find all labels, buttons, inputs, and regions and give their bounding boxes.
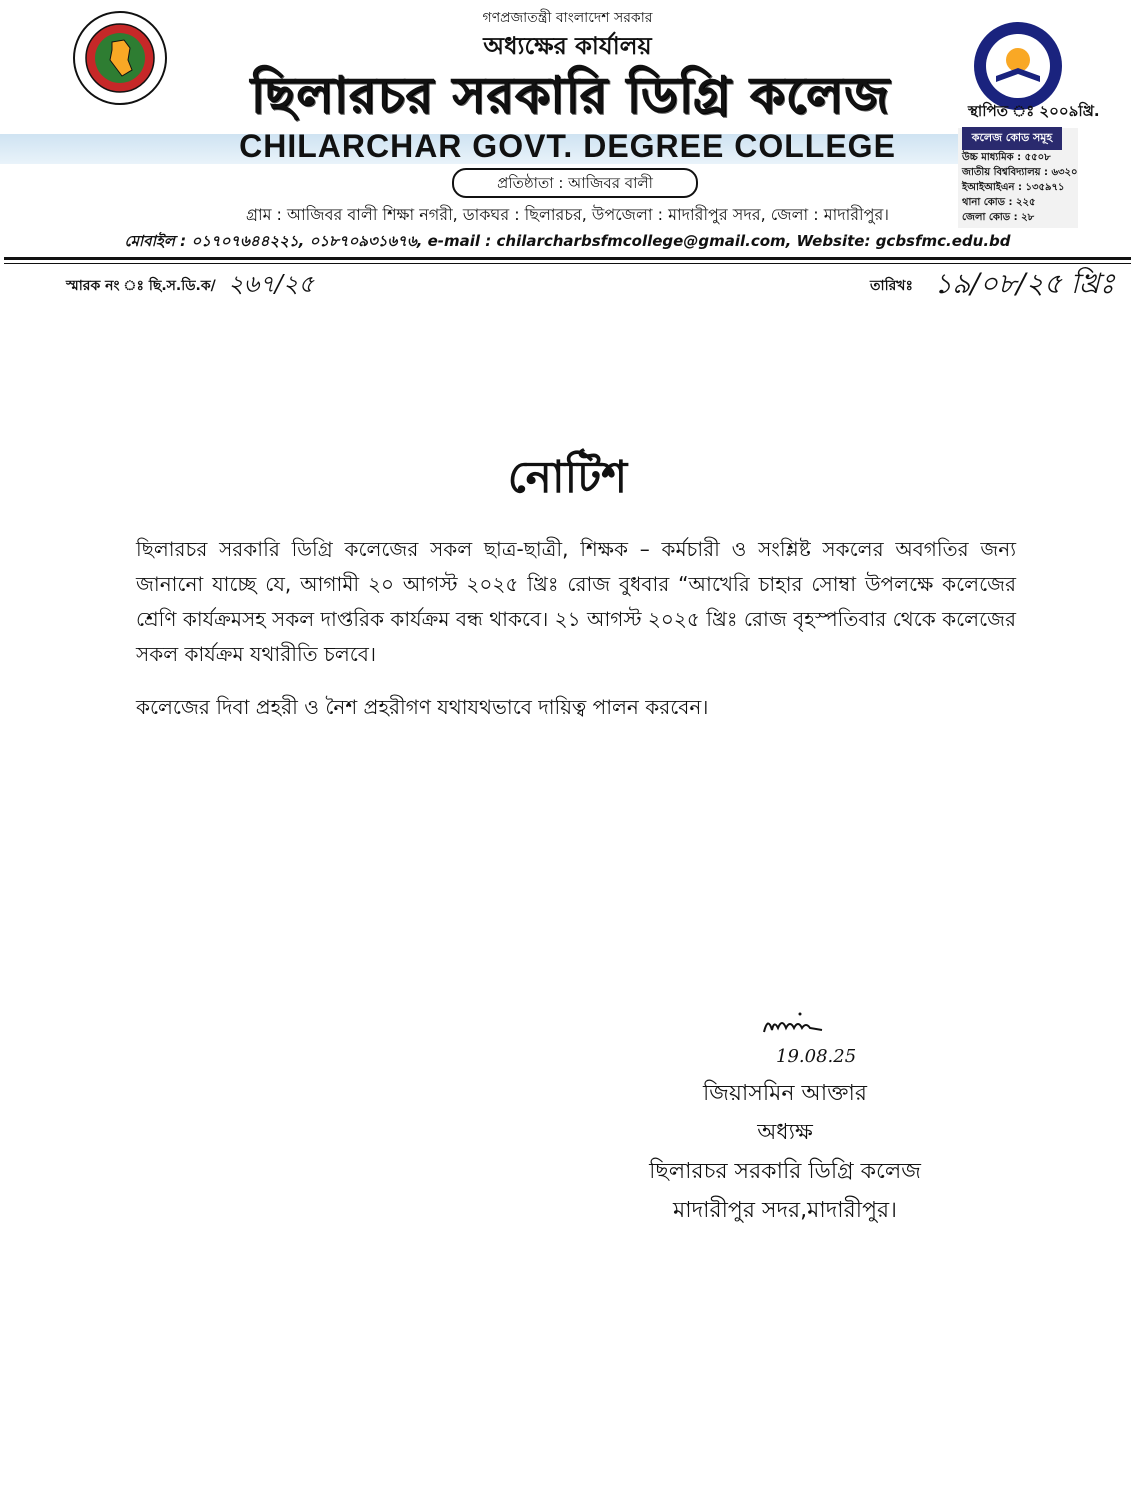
signature-icon [760,1010,830,1040]
code-row: জাতীয় বিশ্ববিদ্যালয় : ৬৩২০ [962,167,1078,178]
notice-title: নোটিশ [507,452,628,503]
founder-label: প্রতিষ্ঠাতা : আজিবর বালী [452,168,698,198]
date-value: ১৯/০৮/২৫ খ্রিঃ [934,267,1115,300]
date-label: তারিখঃ [870,278,913,294]
notice-paragraph: কলেজের দিবা প্রহরী ও নৈশ প্রহরীগণ যথাযথভাবে দায়িত্ব পালন করবেন। [136,695,709,719]
code-row: জেলা কোড : ২৮ [962,212,1035,223]
code-row: ইআইআইএন : ১৩৫৯৭১ [962,182,1065,193]
college-logo-icon [972,20,1064,112]
code-row: উচ্চ মাধ্যমিক : ৫৫০৮ [962,152,1051,163]
signatory-location: মাদারীপুর সদর,মাদারীপুর। [673,1198,897,1223]
signature-date: 19.08.25 [776,1046,857,1067]
government-line: গণপ্রজাতন্ত্রী বাংলাদেশ সরকার [482,10,653,26]
header-divider [4,257,1131,260]
established-year: স্থাপিত ঃ ২০০৯খ্রি. [968,102,1100,120]
office-title: অধ্যক্ষের কার্যালয় [483,32,652,60]
address-line: গ্রাম : আজিবর বালী শিক্ষা নগরী, ডাকঘর : ছিলারচর, উপজেলা : মাদারীপুর সদর, জেলা : মাদারীপুর। [245,205,890,224]
signatory-college: ছিলারচর সরকারি ডিগ্রি কলেজ [649,1159,921,1184]
contact-line: মোবাইল : ০১৭০৭৬৪৪২২১, ০১৮৭০৯৩১৬৭৬, e-mail : chilarcharbsfmcollege@gmail.com, Website: gcbsfmc.edu.bd [124,232,1011,250]
college-name-english: CHILARCHAR GOVT. DEGREE COLLEGE [239,128,896,164]
signatory-designation: অধ্যক্ষ [757,1120,813,1145]
college-name-bangla: ছিলারচর সরকারি ডিগ্রি কলেজ [250,66,890,124]
signatory-name: জিয়াসমিন আক্তার [703,1081,867,1106]
code-row: থানা কোড : ২২৫ [962,197,1036,208]
memo-number: ২৬৭/২৫ [228,270,315,298]
codes-title: কলেজ কোড সমূহ [962,127,1062,150]
notice-paragraph: ছিলারচর সরকারি ডিগ্রি কলেজের সকল ছাত্র-ছাত্রী, শিক্ষক – কর্মচারী ও সংশ্লিষ্ট সকলের অবগতির জন্য জানানো যাচ্ছে যে, আগামী ২০ আগস্ট ২০২৫ খ্রিঃ রোজ বুধবার “আখেরি চাহার সোম্বা উপলক্ষে কলেজের শ্রেণি কার্যক্রমসহ সকল দাপ্তরিক কার্যক্রম বন্ধ থাকবে। ২১ আগস্ট ২০২৫ খ্রিঃ রোজ বৃহস্পতিবার থেকে কলেজের সকল কার্যক্রম যথারীতি চলবে। [136,537,1016,666]
memo-label: স্মারক নং ঃ ছি.স.ডি.ক/ [66,278,216,294]
